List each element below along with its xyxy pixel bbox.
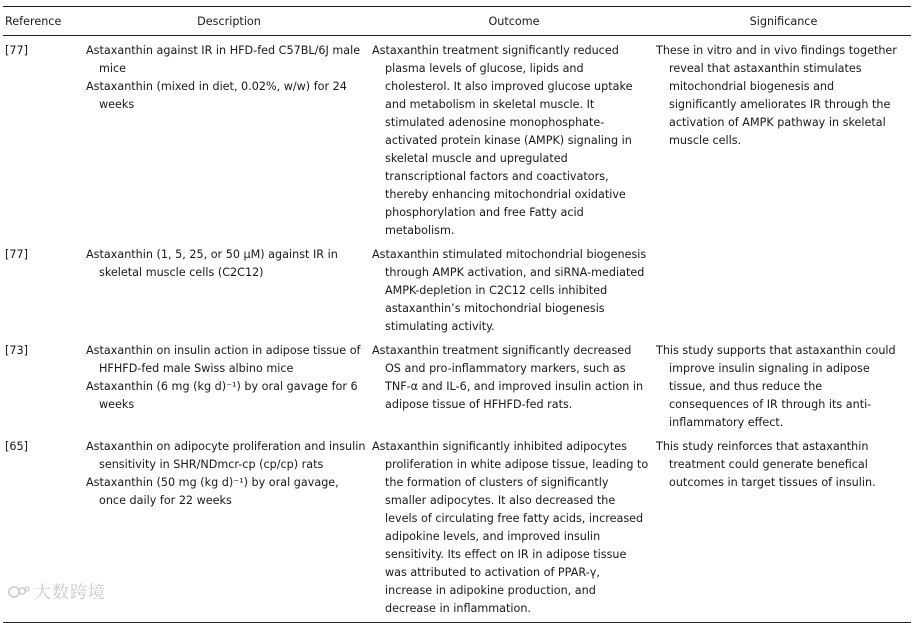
- cell-outcome: [372, 336, 656, 432]
- table-row: [3, 432, 911, 623]
- cell-significance: [656, 240, 911, 336]
- table-row: [3, 336, 911, 432]
- table-header: [3, 7, 911, 36]
- table-row: [3, 240, 911, 336]
- description-line: Astaxanthin (1, 5, 25, or 50 µM) against IR in skeletal muscle cells (C2C12): [86, 248, 338, 279]
- watermark-text: 大数跨境: [34, 583, 106, 603]
- description-line: Astaxanthin (mixed in diet, 0.02%, w/w) for 24 weeks: [86, 80, 347, 111]
- cell-significance: [656, 36, 911, 241]
- watermark-logo-icon: [8, 583, 30, 599]
- cell-description: [86, 336, 372, 432]
- cell-description: [86, 432, 372, 623]
- cell-description: [86, 36, 372, 241]
- outcome-text: Astaxanthin treatment significantly decreased OS and pro-inflammatory markers, such as TNF-α and IL-6, and improved insulin action in adipose tissue of HFHFD-fed rats.: [372, 344, 644, 411]
- significance-text: These in vitro and in vivo findings together reveal that astaxanthin stimulates mitochondrial biogenesis and significantly ameliorates IR through the activation of AMPK pathway in skeletal muscle cells.: [656, 44, 897, 147]
- data-table: [3, 6, 911, 623]
- header-reference: Reference: [3, 7, 86, 36]
- description-line: Astaxanthin on insulin action in adipose tissue of HFHFD-fed male Swiss albino mice: [86, 344, 361, 375]
- description-line: Astaxanthin against IR in HFD-fed C57BL/6J male mice: [86, 44, 361, 75]
- cell-outcome: [372, 36, 656, 241]
- outcome-text: Astaxanthin significantly inhibited adipocytes proliferation in white adipose tissue, leading to the formation of clusters of significantly smaller adipocytes. It also decreased the levels of circulating free fatty acids, increased adipokine levels, and improved insulin sensitivity. Its effect on IR in adipose tissue was attributed to activation of PPAR-γ, increase in adipokine production, and decrease in inflammation.: [372, 440, 649, 615]
- description-line: Astaxanthin on adipocyte proliferation and insulin sensitivity in SHR/NDmcr-cp (cp/cp) rats: [86, 440, 366, 471]
- header-outcome: Outcome: [372, 7, 656, 36]
- cell-description: [86, 240, 372, 336]
- cell-reference: [73]: [5, 344, 28, 357]
- header-description: Description: [86, 7, 372, 36]
- outcome-text: Astaxanthin treatment significantly reduced plasma levels of glucose, lipids and cholesterol. It also improved glucose uptake and metabolism in skeletal muscle. It stimulated adenosine monophosphate-activated protein kinase (AMPK) signaling in skeletal muscle and upregulated transcriptional factors and coactivators, thereby enhancing mitochondrial oxidative phosphorylation and free Fatty acid metabolism.: [372, 44, 633, 237]
- cell-outcome: [372, 432, 656, 623]
- header-significance: Significance: [656, 7, 911, 36]
- outcome-text: Astaxanthin stimulated mitochondrial biogenesis through AMPK activation, and siRNA-mediated AMPK-depletion in C2C12 cells inhibited astaxanthin’s mitochondrial biogenesis stimulating activity.: [372, 248, 647, 333]
- cell-significance: [656, 432, 911, 623]
- significance-text: This study supports that astaxanthin could improve insulin signaling in adipose tissue, and thus reduce the consequences of IR through its anti-inflammatory effect.: [656, 344, 896, 429]
- description-line: Astaxanthin (50 mg (kg d)⁻¹) by oral gavage, once daily for 22 weeks: [86, 476, 339, 507]
- significance-text: This study reinforces that astaxanthin treatment could generate benefical outcomes in target tissues of insulin.: [656, 440, 876, 489]
- cell-outcome: [372, 240, 656, 336]
- cell-reference: [77]: [5, 248, 28, 261]
- cell-significance: [656, 336, 911, 432]
- cell-reference: [77]: [5, 44, 28, 57]
- cell-reference: [65]: [3, 432, 86, 623]
- table-row: [3, 36, 911, 241]
- description-line: Astaxanthin (6 mg (kg d)⁻¹) by oral gavage for 6 weeks: [86, 380, 358, 411]
- watermark: [8, 578, 106, 603]
